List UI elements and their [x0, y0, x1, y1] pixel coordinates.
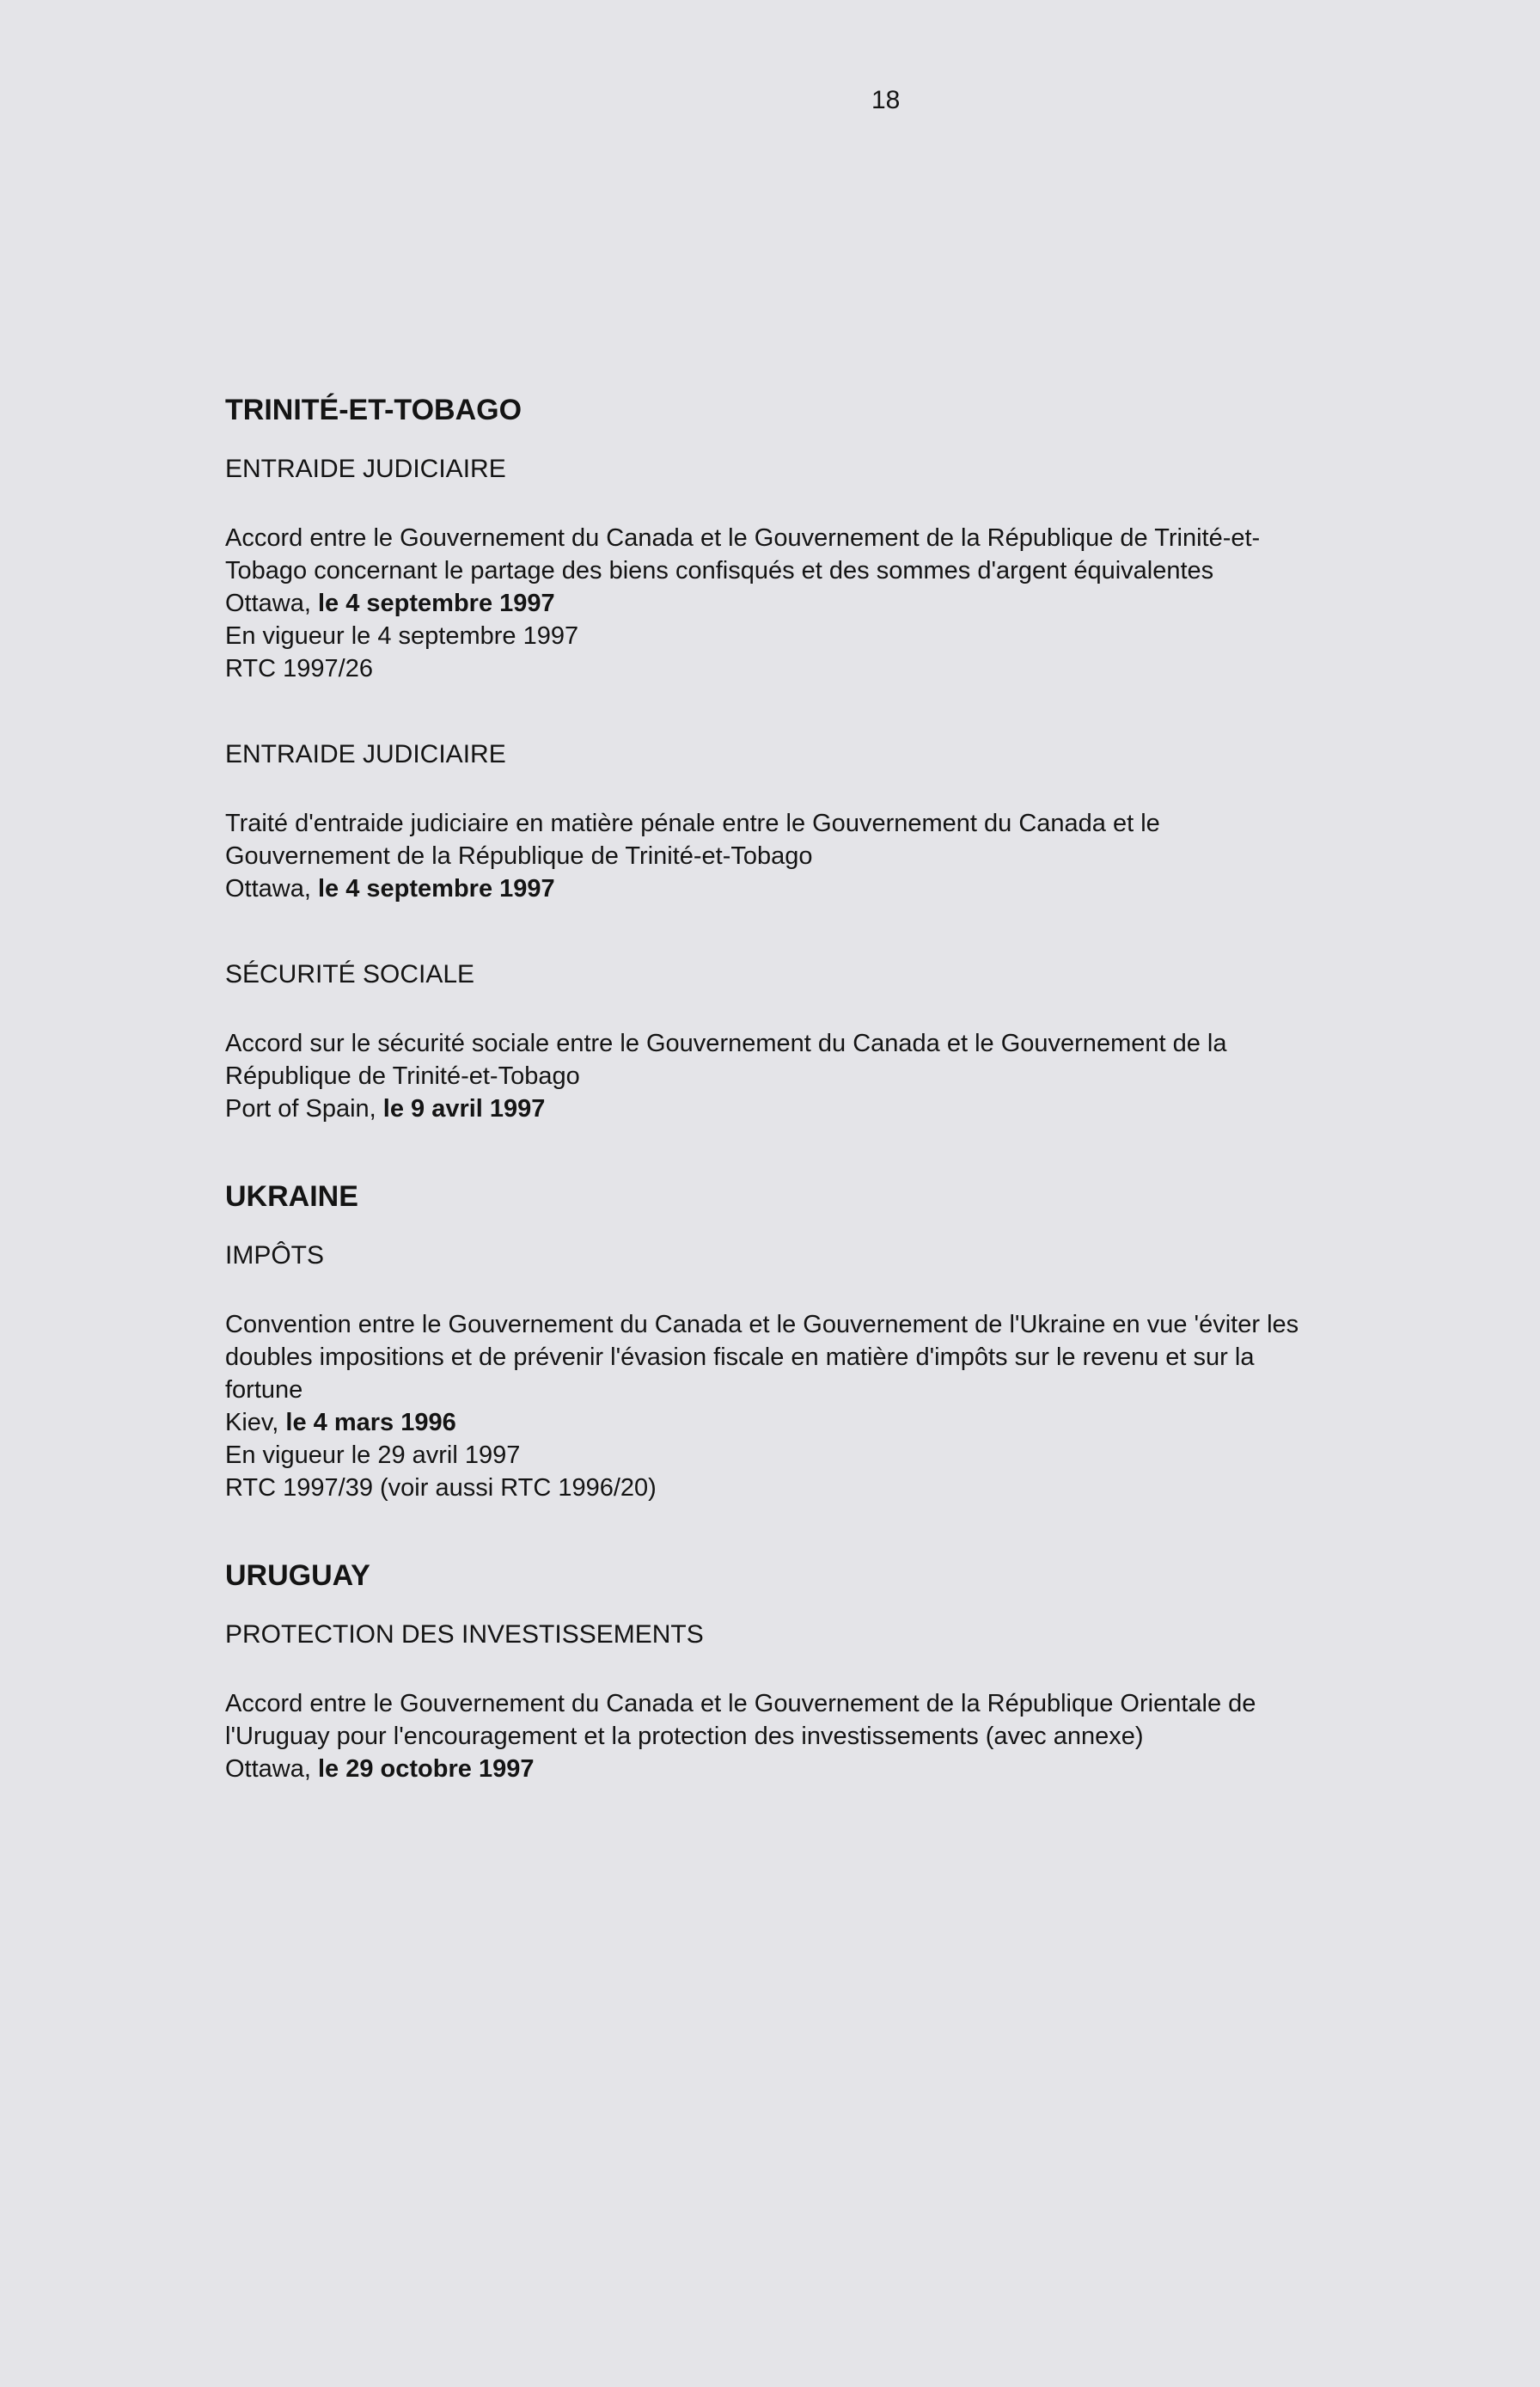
- treaty-entry: [225, 1027, 1463, 1125]
- treaty-entry: [225, 522, 1463, 685]
- signing-place: Kiev,: [225, 1409, 279, 1436]
- treaty-title-line: Traité d'entraide judiciaire en matière pénale entre le Gouvernement du Canada et le: [225, 810, 1160, 837]
- signing-line: [225, 587, 1463, 620]
- category-heading: ENTRAIDE JUDICIAIRE: [225, 455, 506, 483]
- category-heading: SÉCURITÉ SOCIALE: [225, 960, 475, 988]
- signing-place: Ottawa,: [225, 590, 311, 617]
- signing-date: le 4 mars 1996: [285, 1409, 456, 1436]
- signing-line: [225, 872, 1463, 905]
- treaty-detail-line: RTC 1997/26: [225, 655, 373, 682]
- treaty-title-line: Accord sur le sécurité sociale entre le Gouvernement du Canada et le Gouvernement de la: [225, 1030, 1227, 1057]
- country-section: [225, 394, 1463, 1125]
- country-heading: URUGUAY: [225, 1559, 370, 1592]
- category-heading: PROTECTION DES INVESTISSEMENTS: [225, 1620, 704, 1649]
- signing-date: le 29 octobre 1997: [318, 1755, 535, 1783]
- treaty-detail-line: RTC 1997/39 (voir aussi RTC 1996/20): [225, 1474, 657, 1502]
- signing-line: [225, 1093, 1463, 1125]
- signing-date: le 4 septembre 1997: [318, 590, 555, 617]
- country-section: [225, 1559, 1463, 1785]
- signing-date: le 9 avril 1997: [382, 1095, 546, 1123]
- treaty-title-line: l'Uruguay pour l'encouragement et la protection des investissements (avec annexe): [225, 1723, 1144, 1750]
- signing-line: [225, 1406, 1463, 1439]
- country-section: [225, 1180, 1463, 1504]
- signing-place: Ottawa,: [225, 1755, 311, 1783]
- treaty-title-line: Convention entre le Gouvernement du Canada et le Gouvernement de l'Ukraine en vue 'éviter les: [225, 1311, 1299, 1338]
- treaty-title-line: Tobago concernant le partage des biens confisqués et des sommes d'argent équivalentes: [225, 557, 1214, 585]
- signing-place: Port of Spain,: [225, 1095, 376, 1123]
- treaty-title-line: doubles impositions et de prévenir l'évasion fiscale en matière d'impôts sur le revenu et sur la: [225, 1343, 1255, 1371]
- country-heading: TRINITÉ-ET-TOBAGO: [225, 394, 522, 426]
- treaty-title-line: fortune: [225, 1376, 303, 1404]
- category-heading: IMPÔTS: [225, 1241, 325, 1270]
- treaty-title-line: Gouvernement de la République de Trinité-et-Tobago: [225, 842, 813, 870]
- signing-date: le 4 septembre 1997: [318, 875, 555, 903]
- treaty-title-line: République de Trinité-et-Tobago: [225, 1062, 580, 1090]
- treaty-entry: [225, 1308, 1463, 1504]
- category-heading: ENTRAIDE JUDICIAIRE: [225, 740, 506, 768]
- treaty-title-line: Accord entre le Gouvernement du Canada et le Gouvernement de la République Orientale de: [225, 1690, 1256, 1717]
- treaty-title-line: Accord entre le Gouvernement du Canada et le Gouvernement de la République de Trinité-et-: [225, 524, 1261, 552]
- country-heading: UKRAINE: [225, 1180, 358, 1213]
- signing-line: [225, 1753, 1463, 1785]
- treaty-entry: [225, 1687, 1463, 1785]
- document-body: [225, 394, 1463, 1840]
- treaty-detail-line: En vigueur le 4 septembre 1997: [225, 622, 579, 650]
- treaty-entry: [225, 807, 1463, 905]
- signing-place: Ottawa,: [225, 875, 311, 903]
- treaty-detail-line: En vigueur le 29 avril 1997: [225, 1441, 521, 1469]
- page-number: 18: [871, 86, 901, 114]
